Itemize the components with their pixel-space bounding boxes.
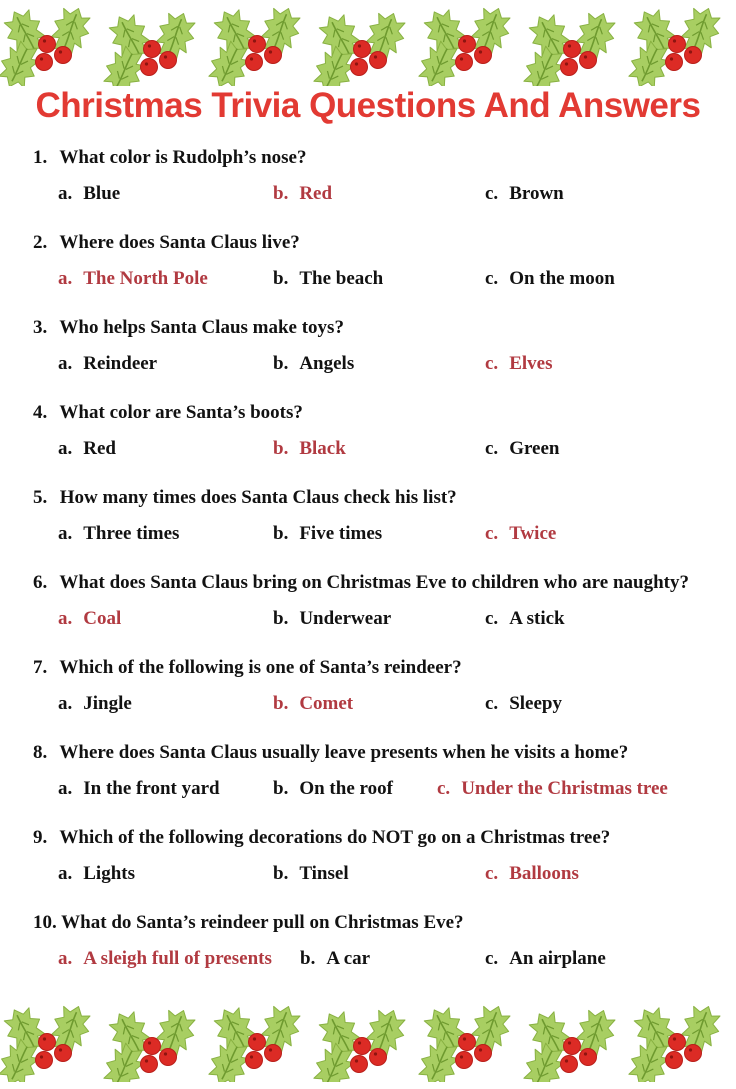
holly-garland-bottom-border (0, 1002, 736, 1082)
option-label: A stick (509, 608, 565, 629)
question-number: 2. (33, 232, 48, 253)
option-b (273, 436, 485, 461)
question-body: Which of the following is one of Santa’s reindeer? (59, 657, 462, 678)
option-key: b. (273, 523, 289, 544)
question-number: 3. (33, 317, 48, 338)
question (33, 655, 718, 716)
question-number: 6. (33, 572, 48, 593)
option-label: Balloons (509, 863, 579, 884)
questions-list (33, 145, 718, 995)
option-label: An airplane (509, 948, 606, 969)
option-c (485, 181, 718, 206)
option-label: The beach (299, 268, 384, 289)
question-body: Where does Santa Claus live? (59, 232, 300, 253)
option-label: Red (299, 183, 333, 204)
question-body: Which of the following decorations do NOT go on a Christmas tree? (59, 827, 611, 848)
question-text (33, 315, 718, 340)
answer-options (33, 266, 718, 291)
option-a (58, 266, 273, 291)
option-b (273, 691, 485, 716)
answer-options (33, 521, 718, 546)
question-body: What does Santa Claus bring on Christmas Eve to children who are naughty? (59, 572, 689, 593)
option-b (273, 776, 437, 801)
question (33, 230, 718, 291)
option-key: b. (273, 438, 289, 459)
answer-options (33, 946, 718, 971)
answer-options (33, 606, 718, 631)
question-body: What do Santa’s reindeer pull on Christmas Eve? (61, 912, 464, 933)
option-label: Jingle (83, 693, 132, 714)
answer-options (33, 351, 718, 376)
option-label: Elves (509, 353, 553, 374)
option-key: a. (58, 353, 73, 374)
option-label: On the roof (299, 778, 393, 799)
option-label: A car (326, 948, 371, 969)
option-label: Underwear (299, 608, 392, 629)
question (33, 570, 718, 631)
question-number: 8. (33, 742, 48, 763)
question (33, 315, 718, 376)
option-key: c. (485, 948, 499, 969)
question-text (33, 825, 718, 850)
option-key: b. (300, 948, 316, 969)
option-b (273, 181, 485, 206)
option-b (300, 946, 485, 971)
answer-options (33, 776, 718, 801)
option-label: Reindeer (83, 353, 158, 374)
option-label: Lights (83, 863, 135, 884)
option-a (58, 521, 273, 546)
question-body: What color are Santa’s boots? (59, 402, 303, 423)
option-c (485, 266, 718, 291)
option-a (58, 861, 273, 886)
answer-options (33, 436, 718, 461)
option-label: Twice (509, 523, 557, 544)
question-number: 7. (33, 657, 48, 678)
option-label: Coal (83, 608, 122, 629)
option-key: a. (58, 438, 73, 459)
question (33, 740, 718, 801)
question (33, 825, 718, 886)
answer-options (33, 691, 718, 716)
holly-garland-top-border (0, 6, 736, 86)
option-label: Blue (83, 183, 121, 204)
option-key: c. (485, 608, 499, 629)
question (33, 485, 718, 546)
option-key: c. (485, 523, 499, 544)
option-label: In the front yard (83, 778, 220, 799)
question-text (33, 400, 718, 425)
option-key: b. (273, 778, 289, 799)
option-label: Black (299, 438, 346, 459)
option-b (273, 521, 485, 546)
option-key: c. (485, 863, 499, 884)
question-body: Where does Santa Claus usually leave presents when he visits a home? (59, 742, 629, 763)
question-text (33, 910, 718, 935)
option-a (58, 181, 273, 206)
option-label: Angels (299, 353, 355, 374)
option-label: On the moon (509, 268, 615, 289)
question (33, 400, 718, 461)
answer-options (33, 861, 718, 886)
option-label: Green (509, 438, 560, 459)
question-text (33, 485, 718, 510)
option-key: c. (485, 183, 499, 204)
option-key: c. (485, 353, 499, 374)
option-key: b. (273, 693, 289, 714)
option-label: The North Pole (83, 268, 208, 289)
option-label: Sleepy (509, 693, 562, 714)
question-number: 5. (33, 487, 48, 508)
option-key: b. (273, 183, 289, 204)
question-text (33, 230, 718, 255)
option-label: Five times (299, 523, 383, 544)
option-label: A sleigh full of presents (83, 948, 272, 969)
option-c (437, 776, 718, 801)
option-c (485, 606, 718, 631)
question-text (33, 655, 718, 680)
option-key: a. (58, 863, 73, 884)
option-key: a. (58, 523, 73, 544)
option-key: b. (273, 353, 289, 374)
option-c (485, 946, 718, 971)
option-a (58, 436, 273, 461)
option-b (273, 351, 485, 376)
option-key: c. (437, 778, 451, 799)
option-a (58, 691, 273, 716)
option-key: c. (485, 693, 499, 714)
option-label: Red (83, 438, 116, 459)
option-key: b. (273, 608, 289, 629)
option-label: Three times (83, 523, 180, 544)
option-c (485, 351, 718, 376)
option-a (58, 606, 273, 631)
option-b (273, 606, 485, 631)
option-c (485, 861, 718, 886)
question (33, 910, 718, 971)
option-label: Brown (509, 183, 564, 204)
option-c (485, 521, 718, 546)
question-number: 1. (33, 147, 48, 168)
question-number: 9. (33, 827, 48, 848)
option-a (58, 946, 300, 971)
question-text (33, 740, 718, 765)
option-key: a. (58, 778, 73, 799)
option-key: a. (58, 183, 73, 204)
page-title: Christmas Trivia Questions And Answers (35, 86, 701, 125)
question-body: How many times does Santa Claus check his list? (59, 487, 457, 508)
question-body: What color is Rudolph’s nose? (59, 147, 307, 168)
option-key: a. (58, 948, 73, 969)
option-label: Comet (299, 693, 354, 714)
option-label: Under the Christmas tree (461, 778, 668, 799)
question (33, 145, 718, 206)
question-number: 10. (33, 912, 57, 933)
option-c (485, 436, 718, 461)
option-key: a. (58, 693, 73, 714)
option-key: b. (273, 863, 289, 884)
option-key: a. (58, 268, 73, 289)
option-key: c. (485, 438, 499, 459)
option-label: Tinsel (299, 863, 349, 884)
question-text (33, 570, 718, 595)
option-c (485, 691, 718, 716)
question-body: Who helps Santa Claus make toys? (59, 317, 344, 338)
option-key: a. (58, 608, 73, 629)
answer-options (33, 181, 718, 206)
question-text (33, 145, 718, 170)
option-a (58, 351, 273, 376)
question-number: 4. (33, 402, 48, 423)
option-key: b. (273, 268, 289, 289)
option-b (273, 266, 485, 291)
option-b (273, 861, 485, 886)
option-key: c. (485, 268, 499, 289)
option-a (58, 776, 273, 801)
